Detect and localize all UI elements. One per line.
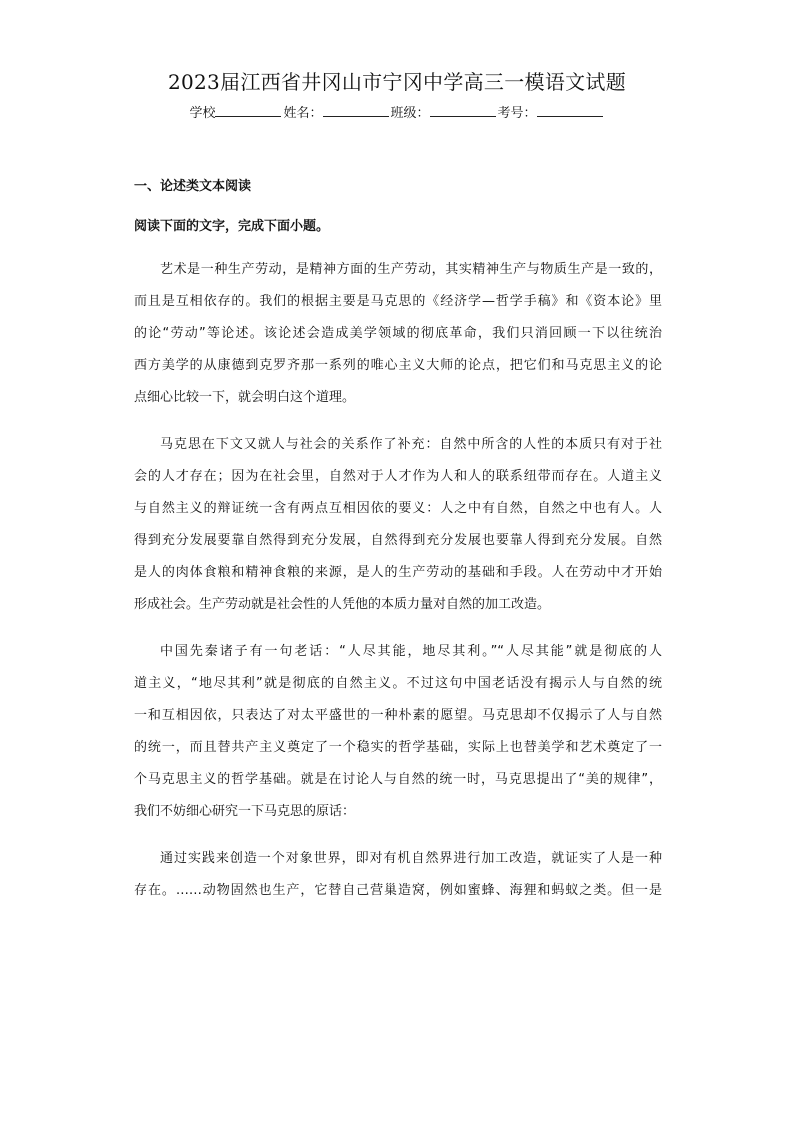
name-blank [323,104,389,117]
class-label: 班级： [390,106,430,121]
paragraph-gap [134,621,662,636]
text-line: 得到充分发展要靠自然得到充分发展，自然得到充分发展也要靠人得到充分发展。自然 [134,533,662,548]
text-line: 西方美学的从康德到克罗齐那一系列的唯心主义大师的论点，把它们和马克思主义的论 [134,358,662,373]
paragraph-1 [134,254,662,414]
reading-instruction: 阅读下面的文字，完成下面小题。 [134,219,330,234]
exam-number-label: 考号： [497,106,537,121]
exam-number-field[interactable] [498,104,605,123]
school-field[interactable] [189,104,283,123]
text-line: 存在。……动物固然也生产，它替自己营巢造窝，例如蜜蜂、海狸和蚂蚁之类。但一是 [134,883,662,898]
text-line: 形成社会。生产劳动就是社会性的人凭他的本质力量对自然的加工改造。 [134,597,551,612]
text-line: 艺术是一种生产劳动，是精神方面的生产劳动，其实精神生产与物质生产是一致的， [160,262,662,277]
passage-body [134,254,662,907]
text-line: 点细心比较一下，就会明白这个道理。 [134,390,356,405]
text-line: 而且是互相依存的。我们的根据主要是马克思的《经济学—哲学手稿》和《资本论》里 [134,294,662,309]
school-label: 学校 [189,106,216,121]
text-line: 马克思在下文又就人与社会的关系作了补充：自然中所含的人性的本质只有对于社 [160,437,662,452]
name-field[interactable] [283,104,390,123]
paragraph-2 [134,429,662,621]
text-line: 个马克思主义的哲学基础。就是在讨论人与自然的统一时，马克思提出了“美的规律”， [134,772,662,787]
text-line: 会的人才存在；因为在社会里，自然对于人才作为人和人的联系纽带而存在。人道主义 [134,469,662,484]
paragraph-gap [134,828,662,843]
text-line: 通过实践来创造一个对象世界，即对有机自然界进行加工改造，就证实了人是一种 [160,851,662,866]
text-line: 中国先秦诸子有一句老话：“人尽其能，地尽其利。”“人尽其能”就是彻底的人 [160,644,662,659]
class-field[interactable] [391,104,498,123]
paragraph-3 [134,636,662,828]
paragraph-gap [134,414,662,429]
school-blank [215,104,281,117]
text-line: 一和互相因依，只表达了对太平盛世的一种朴素的愿望。马克思却不仅揭示了人与自然 [134,708,662,723]
text-line: 道主义，“地尽其利”就是彻底的自然主义。不过这句中国老话没有揭示人与自然的统 [134,676,662,691]
class-blank [430,104,496,117]
text-line: 我们不妨细心研究一下马克思的原话： [134,804,356,819]
text-line: 是人的肉体食粮和精神食粮的来源，是人的生产劳动的基础和手段。人在劳动中才开始 [134,565,662,580]
text-line: 的统一，而且替共产主义奠定了一个稳实的哲学基础，实际上也替美学和艺术奠定了一 [134,740,662,755]
document-title: 2023届江西省井冈山市宁冈中学高三一模语文试题 [167,70,627,94]
paragraph-4 [134,843,662,907]
section-heading: 一、论述类文本阅读 [134,179,252,194]
name-label: 姓名： [283,106,323,121]
text-line: 的论“劳动”等论述。该论述会造成美学领域的彻底革命，我们只消回顾一下以往统治 [134,326,662,341]
student-info-line [0,104,794,123]
text-line: 与自然主义的辩证统一含有两点互相因依的要义：人之中有自然，自然之中也有人。人 [134,501,662,516]
exam-number-blank [537,104,603,117]
